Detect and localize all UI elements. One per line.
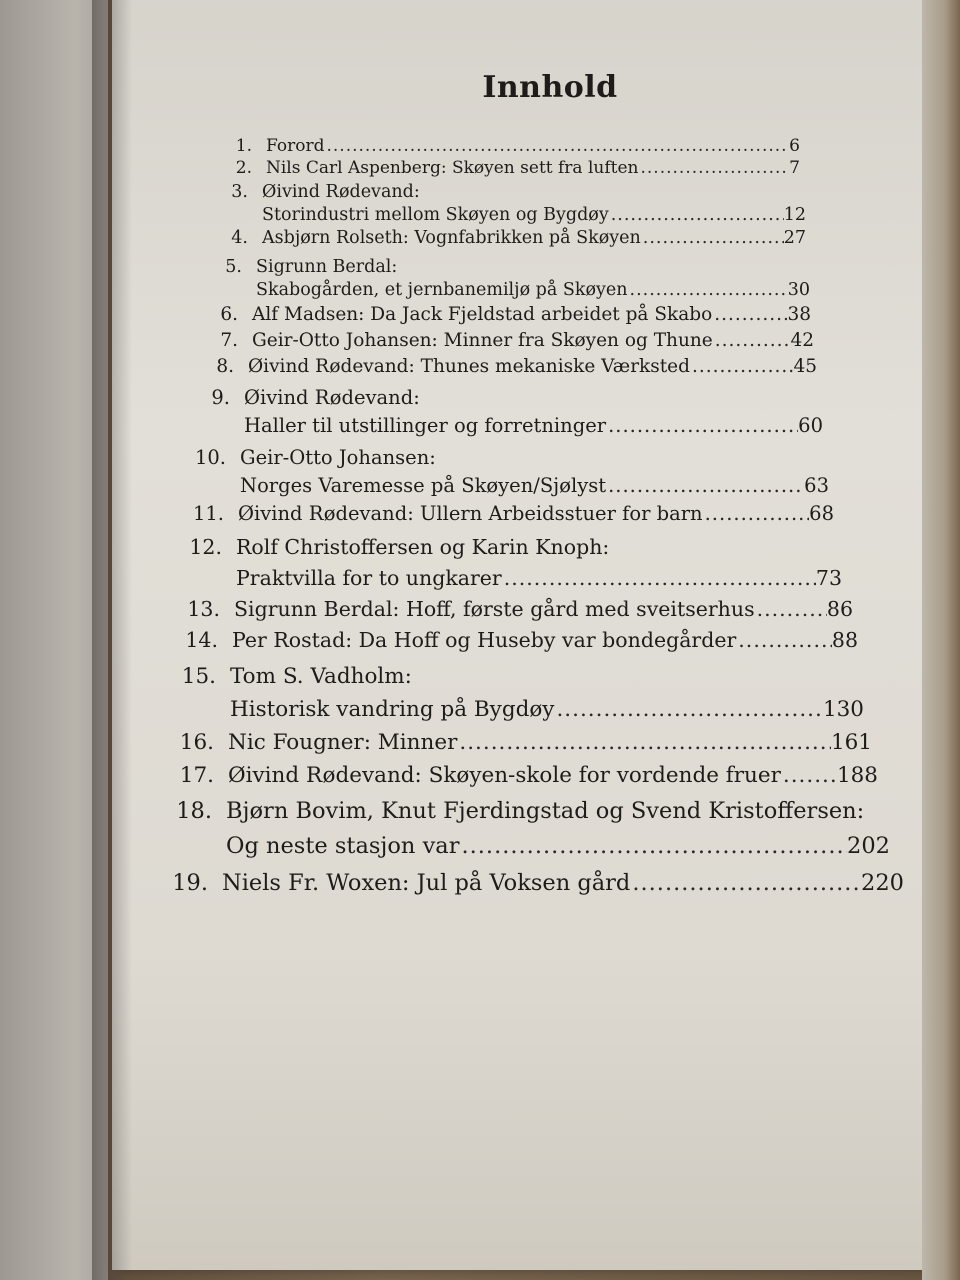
entry-title: Per Rostad: Da Hoff og Huseby var bondegårder [232,628,737,652]
entry-line [248,354,817,380]
entry-line [226,794,890,829]
entry-body [256,256,810,302]
toc-entry [180,157,800,179]
entry-line [228,759,878,792]
entry-title: Nils Carl Aspenberg: Skøyen sett fra luften [266,158,639,178]
dot-leader [459,829,847,864]
entry-line [266,157,800,179]
entry-title: Bjørn Bovim, Knut Fjerdingstad og Svend Kristoffersen: [226,798,865,824]
entry-number: 18. [176,798,212,824]
page-number: 60 [798,414,823,437]
entry-body [232,625,858,656]
entry-line [256,256,810,279]
entry-number: 12. [189,535,222,559]
entry-body [244,384,823,440]
entry-number: 19. [172,870,208,896]
dot-leader [690,354,793,380]
entry-number: 11. [192,502,224,525]
entry-body [240,444,829,500]
dot-leader [609,204,784,227]
entry-line [252,302,811,328]
toc-entry [148,594,853,625]
toc-entry [154,444,829,500]
entry-title: Øivind Rødevand: Thunes mekaniske Værksted [248,356,690,377]
dot-leader [639,157,790,179]
toc-entry [142,759,878,792]
entry-title: Geir-Otto Johansen: [240,446,436,469]
page-number: 30 [787,280,810,300]
dot-leader [755,594,827,625]
entry-title: Norges Varemesse på Skøyen/Sjølyst [240,474,607,497]
entry-line [238,500,834,528]
entry-line [236,532,842,563]
entry-body [248,354,817,380]
entry-body [234,594,853,625]
entry-line [244,384,823,412]
entry-number: 7. [220,330,238,351]
entry-line [234,594,853,625]
page-edge [922,0,960,1280]
entry-line [236,563,842,594]
toc-entry [144,660,864,726]
entry-number: 1. [235,136,252,156]
entry-title: Skabogården, et jernbanemiljø på Skøyen [256,280,628,300]
entry-body [252,302,811,328]
dot-leader [630,866,861,901]
entry-body [262,227,806,250]
entry-title: Øivind Rødevand: [262,182,420,202]
entry-title: Haller til utstillinger og forretninger [244,414,607,437]
page-number: 220 [861,870,904,896]
toc-entry [152,500,834,528]
entry-number: 8. [216,356,234,377]
dot-leader [712,302,787,328]
entry-number: 16. [179,730,214,755]
entry-title: Sigrunn Berdal: Hoff, første gård med sveitserhus [234,597,755,621]
page-number: 63 [804,474,829,497]
entry-title: Øivind Rødevand: Skøyen-skole for vordende fruer [228,763,781,788]
toc-entry [166,302,811,328]
entry-line [252,328,814,354]
entry-number: 3. [231,182,248,202]
toc-entry [140,794,890,864]
page-number: 7 [789,158,800,178]
entry-line [256,279,810,302]
entry-line [266,135,800,157]
entry-body [226,794,890,864]
entry-body [262,181,806,227]
entry-number: 14. [185,628,218,652]
toc-entry [150,532,842,594]
entry-body [238,500,834,528]
entry-title: Storindustri mellom Skøyen og Bygdøy [262,205,609,225]
page-number: 188 [836,763,878,788]
entry-title: Tom S. Vadholm: [230,664,412,689]
toc-entry [170,256,810,302]
entry-line [226,829,890,864]
entry-line [240,444,829,472]
toc-entry [158,384,823,440]
toc-entry [180,135,800,157]
page-number: 73 [815,566,842,590]
entry-title: Sigrunn Berdal: [256,257,398,277]
dot-leader [628,279,788,302]
page-number: 88 [831,628,858,652]
dot-leader [502,563,816,594]
page-number: 130 [822,697,864,722]
entry-number: 10. [194,446,226,469]
entry-number: 9. [211,386,230,409]
dot-leader [606,412,798,440]
entry-title: Nic Fougner: Minner [228,730,458,755]
entry-number: 15. [181,664,216,689]
entry-line [244,412,823,440]
entry-title: Niels Fr. Woxen: Jul på Voksen gård [222,870,631,896]
toc-title: Innhold [482,70,618,105]
toc-entry [166,328,814,354]
entry-title: Geir-Otto Johansen: Minner fra Skøyen og Thune [252,330,713,351]
entry-line [262,181,806,204]
page-number: 6 [789,136,800,156]
entry-title: Alf Madsen: Da Jack Fjeldstad arbeidet på Skabo [252,304,713,325]
entry-line [222,866,904,901]
toc-entry [136,866,904,901]
dot-leader [641,227,784,250]
entry-body [266,135,800,157]
toc-entry [176,227,806,250]
page-number: 27 [783,228,806,248]
toc-entry [146,625,858,656]
dot-leader [457,726,831,759]
binding-shadow [92,0,132,1280]
entry-line [262,204,806,227]
entry-line [230,660,864,693]
page-number: 42 [790,330,814,351]
entry-line [240,472,829,500]
entry-number: 2. [235,158,252,178]
page-number: 86 [826,597,853,621]
entry-title: Øivind Rødevand: Ullern Arbeidsstuer for barn [238,502,703,525]
page-number: 38 [787,304,811,325]
entry-body [228,759,878,792]
entry-title: Historisk vandring på Bygdøy [230,697,555,722]
entry-body [222,866,904,901]
page-number: 45 [793,356,817,377]
entry-line [230,693,864,726]
dot-leader [606,472,804,500]
dot-leader [713,328,791,354]
dot-leader [554,693,823,726]
table-of-contents [140,70,920,901]
entry-title: Asbjørn Rolseth: Vognfabrikken på Skøyen [262,228,641,248]
entry-line [232,625,858,656]
dot-leader [781,759,837,792]
page-number: 68 [809,502,834,525]
entry-body [228,726,872,759]
page-number: 161 [830,730,872,755]
entry-body [236,532,842,594]
entry-body [266,157,800,179]
entry-body [230,660,864,726]
entry-title: Øivind Rødevand: [244,386,420,409]
entry-line [228,726,872,759]
toc-list [140,135,920,901]
toc-entry [176,181,806,227]
entry-number: 17. [179,763,214,788]
entry-number: 4. [231,228,248,248]
entry-title: Praktvilla for to ungkarer [236,566,502,590]
toc-entry [162,354,817,380]
entry-title: Forord [266,136,325,156]
dot-leader [324,135,789,157]
entry-line [262,227,806,250]
dot-leader [736,625,832,656]
toc-entry [142,726,872,759]
entry-number: 6. [220,304,238,325]
entry-title: Og neste stasjon var [226,833,460,859]
entry-number: 5. [225,257,242,277]
entry-number: 13. [187,597,220,621]
entry-title: Rolf Christoffersen og Karin Knoph: [236,535,610,559]
dot-leader [703,500,810,528]
entry-body [252,328,814,354]
page-number: 12 [783,205,806,225]
page-number: 202 [847,833,890,859]
